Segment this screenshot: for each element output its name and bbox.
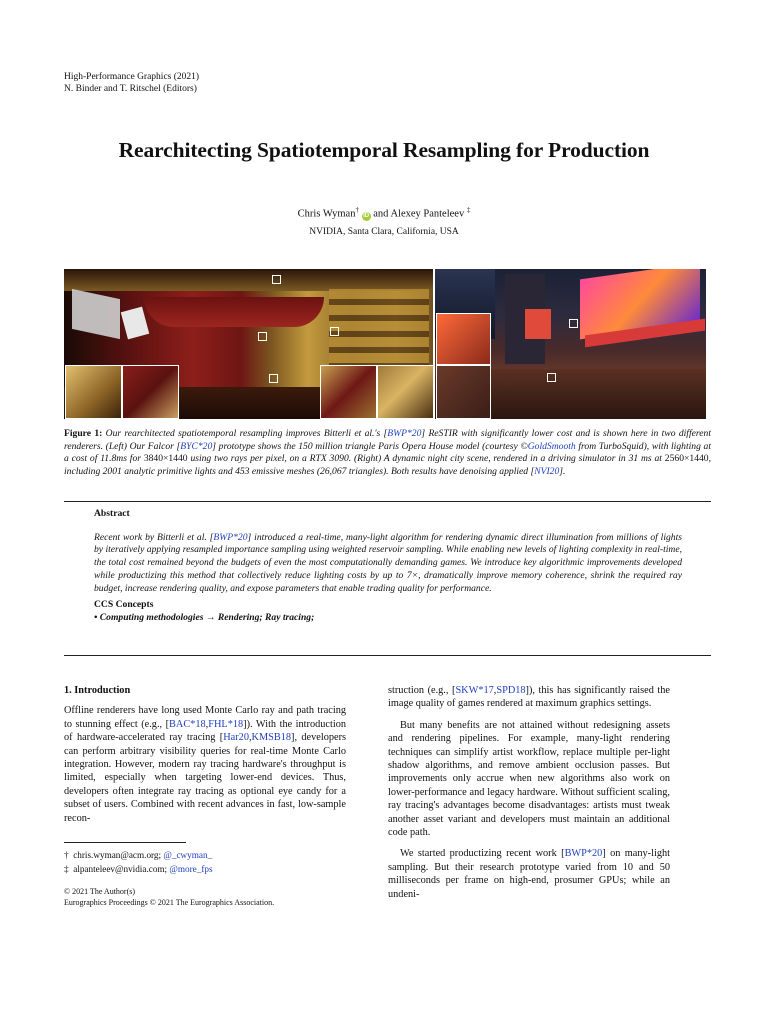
twitter-link[interactable]: @_cwyman_ [163,850,213,860]
citation-link[interactable]: BWP*20 [387,428,422,439]
citation-link[interactable]: BWP*20 [213,531,248,543]
figure-label: Figure 1: [64,428,103,439]
paragraph: We started productizing recent work [BWP*20] on many-light sampling. But their research prototype varied from 10 and 50 milliseconds per frame on high-end, prosumer GPUs; while an undeni- [388,848,670,900]
affiliation: NVIDIA, Santa Clara, California, USA [309,227,459,237]
twitter-link[interactable]: @more_fps [169,864,213,874]
citation-link[interactable]: SKW*17 [455,685,494,696]
citation-link[interactable]: NVI20 [534,466,560,478]
abstract-body: Recent work by Bitterli et al. [BWP*20] introduced a real-time, many-light algorithm for rendering dynamic direct illumination from millions of lights by iteratively applying resampled importance sampling using weighted reservoir sampling. While enabling new levels of lighting complexity in real-time, the total cost remained beyond the budgets of even the most computationally demanding games. We introduce key algorithmic improvements developed while productizing this method that collectively reduce lighting costs by up to 7×, dramatically improve memory coherence, shrink the required ray budget, increase rendering quality, and expose parameters that enable trading quality for performance. [94,531,682,594]
author-wyman: Chris Wyman [297,208,356,220]
author-panteleev: Alexey Panteleev [390,208,465,220]
zoom-marker [569,319,578,328]
citation-link[interactable]: Har20 [223,732,249,744]
night-city-render [435,269,706,419]
opera-house-render [64,269,433,419]
citation-link[interactable]: KMSB18 [251,732,292,744]
footnote-panteleev: ‡ alpanteleev@nvidia.com; @more_fps [64,864,213,874]
abstract-section [94,508,682,625]
goldsmooth-link[interactable]: GoldSmooth [527,440,576,452]
section-heading-introduction: 1. Introduction [64,685,131,696]
citation-link[interactable]: BWP*20 [564,848,603,860]
zoom-inset [320,365,377,419]
zoom-inset [436,313,491,365]
ccs-concepts: • Computing methodologies → Rendering; Ray tracing; [94,611,315,623]
editors-line: N. Binder and T. Ritschel (Editors) [64,84,197,94]
zoom-inset [377,365,433,419]
orcid-icon[interactable]: iD [363,212,370,219]
paragraph: But many benefits are not attained without redesigning assets and rendering pipelines. For example, many-light rendering techniques can simplify artist workflow, replace multiple per-light shadow algorithms, and remove ambient occlusion passes. But improvements only accrue when new algorithms also work on lower-performance and legacy hardware. Without sufficient scaling, ray tracing's advantages become disadvantages: artists must tweak another asset variant and developers must maintain an additional code path. [388,719,670,839]
conference-header [64,71,199,95]
ccs-heading: CCS Concepts [94,599,154,611]
zoom-inset [65,365,122,419]
footnote-wyman: † chris.wyman@acm.org; @_cwyman_ [64,850,213,860]
right-column [388,684,670,909]
paragraph: Offline renderers have long used Monte Carlo ray and path tracing to stunning effect (e.g., [BAC*18,FHL*18]). With the introduction of hardware-accelerated ray tracing [Har20,KMSB18], developers can perform arbitrary visibility queries for real-time Monte Carlo integration. However, modern ray tracing hardware's throughput is limited, especially when targeting lower-end devices. Thus, developers often integrate ray tracing as optional eye candy for a subset of users. Combined with recent advances in fast, low-sample recon- [64,705,347,824]
double-dagger-mark: ‡ [466,206,471,214]
citation-link[interactable]: BYC*20 [180,440,213,452]
divider [64,501,711,502]
conference-name: High-Performance Graphics (2021) [64,72,200,82]
zoom-marker [330,327,339,336]
paragraph: struction (e.g., [SKW*17,SPD18]), this has significantly raised the image quality of games rendered at maximum graphics settings. [388,685,671,710]
dagger-mark: † [355,206,359,214]
figure-caption: Figure 1: Our rearchitected spatiotemporal resampling improves Bitterli et al.'s [BWP*20] ReSTIR with significantly lower cost and is shown here in two different renderers. (Left) Our Falcor [BYC*20] prototype shows the 150 million triangle Paris Opera House model (courtesy ©GoldSmooth from TurboSquid), with lighting at a cost of 11.8ms for 3840×1440 using two rays per pixel, on a RTX 3090. (Right) A dynamic night city scene, rendered in a driving simulator in 31 ms at 2560×1440, including 2001 analytic primitive lights and 453 emissive meshes (26,067 triangles). Both results have denoising applied [NVI20]. [64,428,711,478]
footnotes [64,848,213,876]
zoom-marker [272,275,281,284]
teaser-figure [64,269,706,419]
author-line: Chris Wyman† iD and Alexey Panteleev ‡ [297,206,471,220]
zoom-marker [258,332,267,341]
footnote-divider [64,842,186,843]
copyright-line: © 2021 The Author(s) [64,887,136,896]
citation-link[interactable]: FHL*18 [208,718,244,730]
divider [64,655,711,656]
zoom-marker [269,374,278,383]
paper-title: Rearchitecting Spatiotemporal Resampling for Production [118,138,650,162]
citation-link[interactable]: BAC*18 [169,718,206,730]
left-column [64,684,346,833]
copyright-footer [64,887,274,908]
abstract-heading: Abstract [94,508,130,519]
zoom-inset [436,365,491,419]
zoom-inset [122,365,179,419]
citation-link[interactable]: SPD18 [496,685,526,696]
zoom-marker [547,373,556,382]
proceedings-line: Eurographics Proceedings © 2021 The Eurographics Association. [64,897,275,907]
